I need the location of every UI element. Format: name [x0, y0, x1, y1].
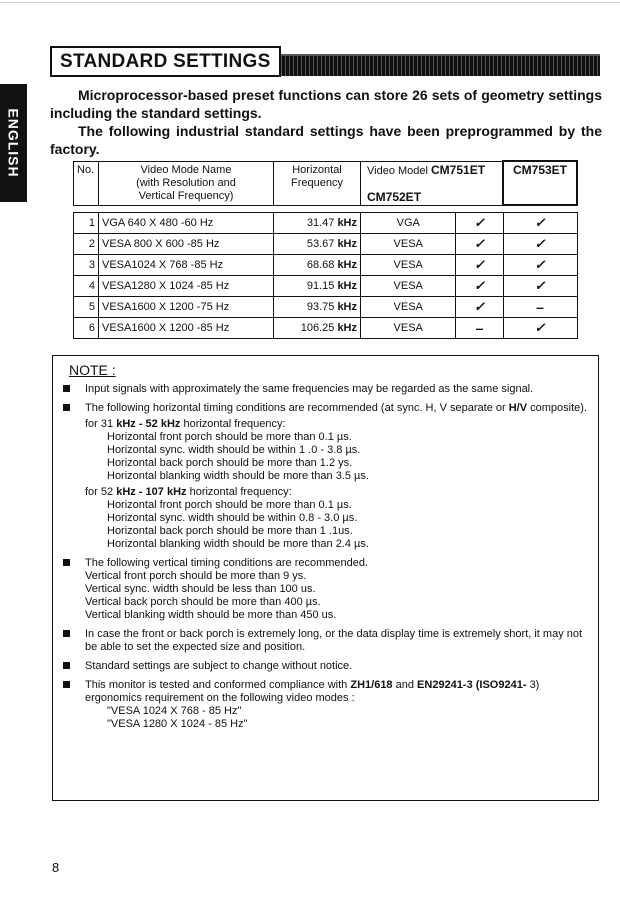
row-frequency — [274, 213, 361, 234]
horizontal-timing-group-2 — [85, 486, 588, 551]
supported-check-icon: ✓ — [474, 299, 485, 314]
timing-line: Vertical back porch should be more than 400 µs. — [85, 596, 321, 608]
header-frequency-line1: Horizontal — [292, 163, 342, 176]
row-model-a — [456, 297, 503, 318]
row-no: 4 — [74, 276, 99, 297]
bullet-square-icon — [63, 681, 70, 688]
section-title: STANDARD SETTINGS — [60, 50, 271, 72]
note-item-bold: EN29241-3 (ISO9241- — [417, 679, 527, 691]
row-no: 1 — [74, 213, 99, 234]
note-item — [63, 628, 588, 654]
group-heading — [85, 418, 588, 431]
header-video-mode — [99, 161, 274, 205]
timing-line: Horizontal blanking width should be more than 2.4 µs. — [107, 538, 369, 550]
note-item-text: The following vertical timing conditions are recommended. — [85, 557, 369, 569]
bullet-square-icon — [63, 630, 70, 637]
frequency-unit: kHz — [337, 238, 357, 250]
supported-check-icon: ✓ — [534, 257, 546, 272]
not-supported-mark: – — [536, 299, 544, 315]
note-item — [63, 660, 588, 673]
table-spacer — [74, 205, 578, 213]
row-type: VESA — [361, 234, 456, 255]
row-video-mode: VESA1600 X 1200 -85 Hz — [99, 318, 274, 339]
timing-line: Vertical front porch should be more than 9 ys. — [85, 570, 307, 582]
supported-check-icon: ✓ — [474, 215, 485, 230]
row-video-mode: VGA 640 X 480 -60 Hz — [99, 213, 274, 234]
frequency-unit: kHz — [337, 301, 357, 313]
row-video-mode: VESA 800 X 600 -85 Hz — [99, 234, 274, 255]
group-heading-text: horizontal frequency: — [183, 418, 286, 430]
title-decoration-bar — [278, 54, 600, 76]
bullet-square-icon — [63, 559, 70, 566]
table-row — [74, 255, 578, 276]
supported-check-icon: ✓ — [534, 215, 546, 230]
table-row — [74, 213, 578, 234]
row-video-mode: VESA1600 X 1200 -75 Hz — [99, 297, 274, 318]
intro-paragraph-1: Microprocessor-based preset functions can store 26 sets of geometry settings including the standard settings. — [50, 87, 602, 121]
note-item-bold: H/V — [508, 402, 528, 414]
row-frequency — [274, 255, 361, 276]
timing-line: Horizontal back porch should be more than 1.2 ys. — [107, 457, 353, 469]
group-heading-bold: kHz - 52 kHz — [116, 418, 181, 430]
header-frequency-line2: Frequency — [291, 176, 343, 189]
group-heading-text: for 52 — [85, 486, 114, 498]
table-row — [74, 276, 578, 297]
top-rule — [0, 2, 620, 3]
section-title-box — [50, 46, 281, 77]
row-type: VGA — [361, 213, 456, 234]
timing-line: Horizontal blanking width should be more than 3.5 µs. — [107, 470, 369, 482]
row-no: 6 — [74, 318, 99, 339]
row-no: 5 — [74, 297, 99, 318]
row-model-b — [503, 234, 577, 255]
timing-line: Horizontal back porch should be more than 1 .1us. — [107, 525, 353, 537]
header-model-cm751et: CM751ET — [431, 162, 486, 177]
row-frequency — [274, 297, 361, 318]
supported-check-icon: ✓ — [534, 320, 546, 335]
row-no: 3 — [74, 255, 99, 276]
header-video-mode-line3: Vertical Frequency) — [138, 189, 234, 202]
note-item — [63, 679, 588, 731]
timing-line: Horizontal front porch should be more than 0.1 µs. — [107, 499, 352, 511]
note-item-text: Standard settings are subject to change without notice. — [85, 660, 353, 672]
note-item-text: In case the front or back porch is extremely long, or the data display time is extremely short, it may not be able to set the expected size and position. — [85, 628, 583, 653]
table-row — [74, 297, 578, 318]
timing-line: Horizontal front porch should be more than 0.1 µs. — [107, 431, 352, 443]
timing-line: Vertical blanking width should be more than 450 us. — [85, 609, 337, 621]
header-frequency — [274, 161, 361, 205]
frequency-value: 53.67 — [306, 238, 335, 250]
language-tab — [0, 84, 27, 202]
row-model-b — [503, 213, 577, 234]
frequency-unit: kHz — [337, 280, 357, 292]
frequency-value: 68.68 — [306, 259, 335, 271]
row-model-a — [456, 276, 503, 297]
row-model-b — [503, 297, 577, 318]
bullet-square-icon — [63, 662, 70, 669]
note-item — [63, 383, 588, 396]
row-no: 2 — [74, 234, 99, 255]
table-row — [74, 318, 578, 339]
supported-check-icon: ✓ — [474, 236, 485, 251]
frequency-unit: kHz — [337, 217, 357, 229]
header-model-cm752et: CM752ET — [367, 189, 422, 204]
row-frequency — [274, 234, 361, 255]
row-video-mode: VESA1024 X 768 -85 Hz — [99, 255, 274, 276]
row-model-a — [456, 213, 503, 234]
group-heading-text: for 31 — [85, 418, 114, 430]
note-item — [63, 557, 588, 622]
video-mode-line: "VESA 1024 X 768 - 85 Hz" — [107, 705, 242, 717]
group-heading-bold: kHz - 107 kHz — [116, 486, 187, 498]
header-video-mode-line1: Video Mode Name — [140, 163, 232, 176]
row-type: VESA — [361, 297, 456, 318]
standard-settings-table — [73, 160, 578, 339]
row-model-b — [503, 276, 577, 297]
row-model-b — [503, 318, 577, 339]
header-video-mode-line2: (with Resolution and — [136, 176, 236, 189]
not-supported-mark: – — [475, 320, 484, 336]
note-title: NOTE : — [69, 362, 116, 378]
timing-line: Vertical sync. width should be less than 100 us. — [85, 583, 316, 595]
note-item-text: Input signals with approximately the same frequencies may be regarded as the same signal. — [85, 383, 534, 395]
note-item-text: 3) ergonomics requirement on the following video modes : — [85, 679, 540, 704]
supported-check-icon: ✓ — [534, 236, 546, 251]
row-model-a — [456, 255, 503, 276]
row-type: VESA — [361, 276, 456, 297]
frequency-unit: kHz — [337, 322, 357, 334]
row-video-mode: VESA1280 X 1024 -85 Hz — [99, 276, 274, 297]
supported-check-icon: ✓ — [474, 257, 485, 272]
section-header — [50, 46, 600, 79]
bullet-square-icon — [63, 404, 70, 411]
note-box — [52, 355, 599, 801]
group-heading-text: horizontal frequency: — [189, 486, 292, 498]
row-frequency — [274, 318, 361, 339]
frequency-value: 93.75 — [306, 301, 335, 313]
supported-check-icon: ✓ — [534, 278, 546, 293]
table-header-row — [74, 161, 578, 205]
timing-line: Horizontal sync. width should be within 0.8 - 3.0 µs. — [107, 512, 358, 524]
horizontal-timing-group-1 — [85, 418, 588, 483]
frequency-unit: kHz — [337, 259, 357, 271]
row-model-a — [456, 318, 503, 339]
frequency-value: 31.47 — [306, 217, 335, 229]
header-video-model-label: Video Model — [367, 164, 428, 177]
note-item — [63, 402, 588, 551]
supported-check-icon: ✓ — [474, 278, 485, 293]
header-model-cm753et: CM753ET — [503, 161, 577, 205]
row-frequency — [274, 276, 361, 297]
timing-line: Horizontal sync. width should be within 1 .0 - 3.8 µs. — [107, 444, 361, 456]
group-heading — [85, 486, 588, 499]
table-row — [74, 234, 578, 255]
row-model-a — [456, 234, 503, 255]
intro-paragraph-2: The following industrial standard settings have been preprogrammed by the factory. — [50, 123, 602, 157]
frequency-value: 106.25 — [300, 322, 335, 334]
row-model-b — [503, 255, 577, 276]
header-video-model — [361, 161, 504, 205]
frequency-value: 91.15 — [306, 280, 335, 292]
intro-text — [50, 86, 602, 158]
note-item-text: The following horizontal timing conditions are recommended (at sync. H, V separate or — [85, 402, 506, 414]
row-type: VESA — [361, 255, 456, 276]
row-type: VESA — [361, 318, 456, 339]
note-item-text: composite). — [530, 402, 587, 414]
note-item-text: This monitor is tested and conformed compliance with — [85, 679, 348, 691]
note-item-bold: ZH1/618 — [350, 679, 393, 691]
language-tab-label: ENGLISH — [5, 108, 22, 178]
video-mode-line: "VESA 1280 X 1024 - 85 Hz" — [107, 718, 248, 730]
page-number: 8 — [52, 860, 60, 875]
note-item-text: and — [395, 679, 414, 691]
header-no: No. — [74, 161, 99, 205]
bullet-square-icon — [63, 385, 70, 392]
